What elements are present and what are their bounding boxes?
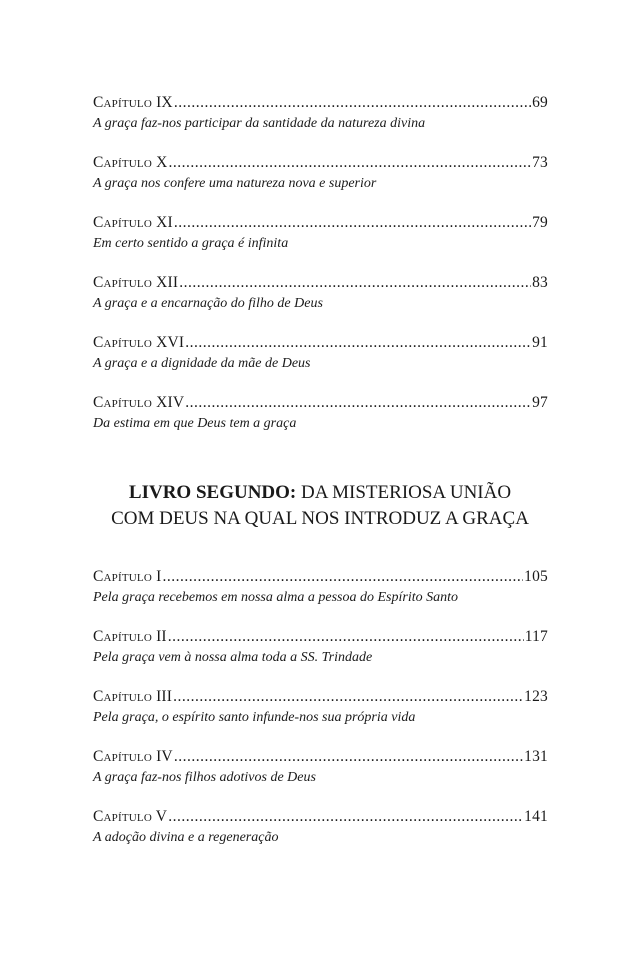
dot-leader — [174, 746, 523, 768]
toc-entry — [93, 152, 548, 212]
page-number: 123 — [524, 688, 548, 705]
page-number: 69 — [532, 94, 548, 111]
chapter-title: A graça e a encarnação do filho de Deus — [93, 296, 323, 311]
chapter-title: A graça nos confere uma natureza nova e superior — [93, 176, 377, 191]
book-heading-line-2: COM DEUS NA QUAL NOS INTRODUZ A GRAÇA — [111, 508, 529, 529]
chapter-label: Capítulo II — [93, 628, 167, 645]
toc-entry-line — [93, 92, 548, 114]
dot-leader — [173, 686, 523, 708]
toc-entry — [93, 626, 548, 686]
chapter-title: A adoção divina e a regeneração — [93, 830, 279, 845]
page-number: 73 — [532, 154, 548, 171]
chapter-label: Capítulo V — [93, 808, 168, 825]
dot-leader — [179, 272, 531, 294]
chapter-label: Capítulo III — [93, 688, 173, 705]
toc-entry-line — [93, 392, 548, 414]
page-number: 117 — [524, 628, 548, 645]
chapter-title: Pela graça recebemos em nossa alma a pessoa do Espírito Santo — [93, 590, 458, 605]
chapter-label: Capítulo IX — [93, 94, 173, 111]
chapter-label: Capítulo XIV — [93, 394, 185, 411]
chapter-title: A graça faz-nos filhos adotivos de Deus — [93, 770, 316, 785]
toc-entry-line — [93, 566, 548, 588]
dot-leader — [185, 332, 531, 354]
toc-entry-line — [93, 272, 548, 294]
dot-leader — [174, 92, 531, 114]
chapter-title: Pela graça, o espírito santo infunde-nos sua própria vida — [93, 710, 416, 725]
chapter-label: Capítulo X — [93, 154, 168, 171]
dot-leader — [168, 626, 524, 648]
chapter-title: Da estima em que Deus tem a graça — [93, 416, 297, 431]
toc-entry — [93, 746, 548, 806]
chapter-title: Em certo sentido a graça é infinita — [93, 236, 289, 251]
dot-leader — [185, 392, 531, 414]
book-heading-line-1 — [60, 480, 580, 506]
chapter-label: Capítulo XII — [93, 274, 179, 291]
dot-leader — [168, 152, 531, 174]
page-number: 79 — [532, 214, 548, 231]
toc-entry — [93, 92, 548, 152]
dot-leader — [174, 212, 531, 234]
chapter-label: Capítulo XVI — [93, 334, 185, 351]
dot-leader — [168, 806, 523, 828]
page-number: 141 — [524, 808, 548, 825]
page-number: 131 — [524, 748, 548, 765]
page-number: 83 — [532, 274, 548, 291]
toc-section-livro-primeiro — [93, 92, 548, 452]
page-number: 97 — [532, 394, 548, 411]
chapter-label: Capítulo I — [93, 568, 162, 585]
page-number: 91 — [532, 334, 548, 351]
chapter-title: A graça faz-nos participar da santidade da natureza divina — [93, 116, 426, 131]
toc-entry-line — [93, 686, 548, 708]
toc-entry — [93, 806, 548, 866]
toc-entry — [93, 392, 548, 452]
toc-entry-line — [93, 746, 548, 768]
toc-entry-line — [93, 152, 548, 174]
toc-entry-line — [93, 212, 548, 234]
toc-entry — [93, 212, 548, 272]
toc-entry — [93, 566, 548, 626]
page-number: 105 — [524, 568, 548, 585]
toc-entry-line — [93, 806, 548, 828]
book-heading-rest: DA MISTERIOSA UNIÃO — [296, 482, 512, 503]
chapter-label: Capítulo IV — [93, 748, 173, 765]
chapter-label: Capítulo XI — [93, 214, 173, 231]
toc-entry-line — [93, 332, 548, 354]
chapter-title: A graça e a dignidade da mãe de Deus — [93, 356, 311, 371]
toc-entry — [93, 686, 548, 746]
book-heading — [60, 480, 580, 532]
dot-leader — [162, 566, 523, 588]
toc-entry — [93, 272, 548, 332]
chapter-title: Pela graça vem à nossa alma toda a SS. Trindade — [93, 650, 373, 665]
toc-entry-line — [93, 626, 548, 648]
book-heading-bold: LIVRO SEGUNDO: — [128, 482, 297, 503]
toc-section-livro-segundo — [93, 566, 548, 866]
toc-entry — [93, 332, 548, 392]
